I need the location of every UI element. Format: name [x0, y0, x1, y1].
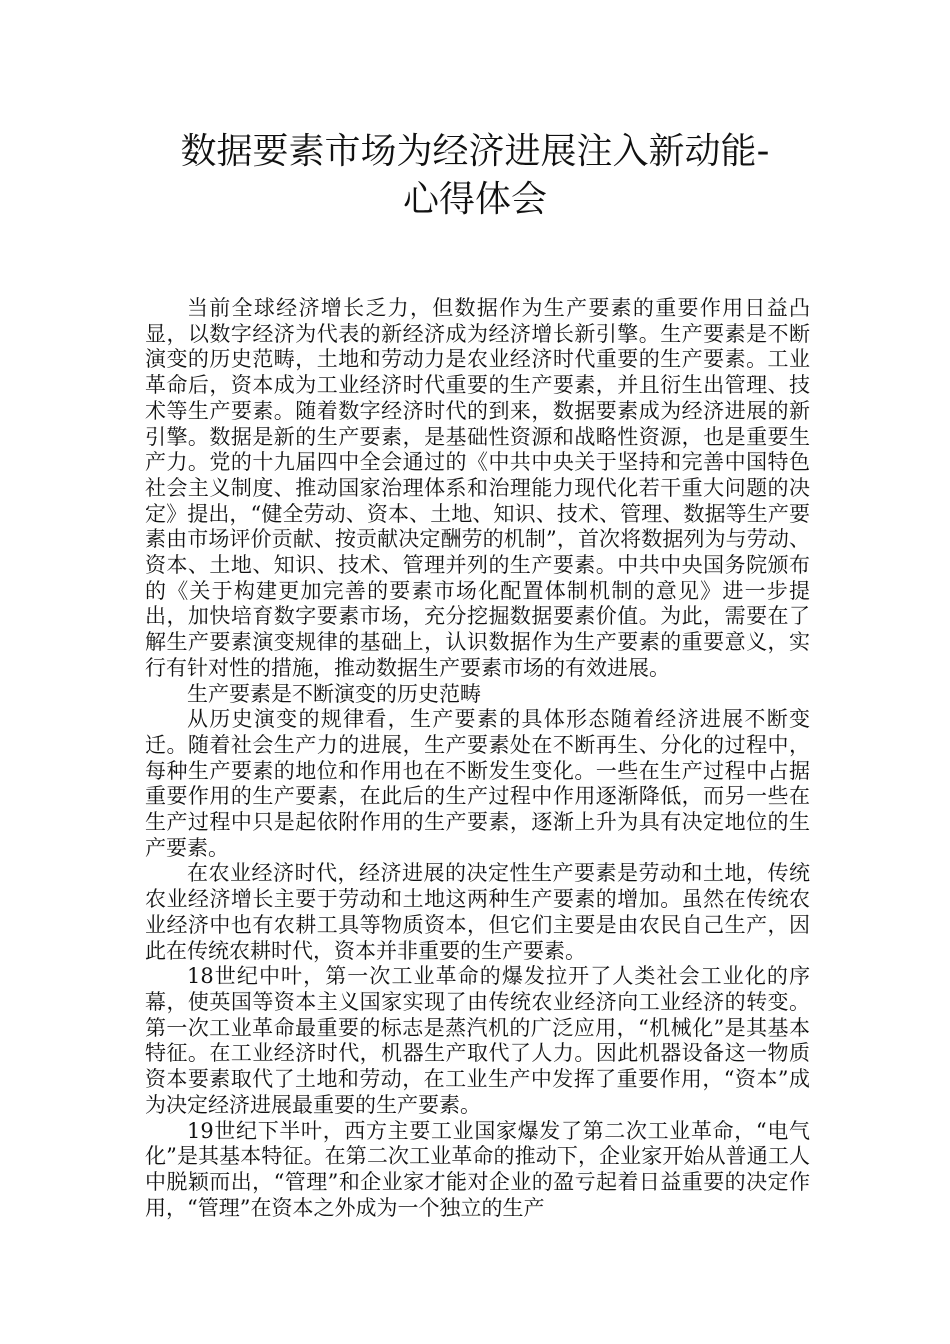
paragraph: 当前全球经济增长乏力，但数据作为生产要素的重要作用日益凸显，以数字经济为代表的新经济成为经济增长新引擎。生产要素是不断演变的历史范畴，土地和劳动力是农业经济时代重要的生产要素。工业革命后，资本成为工业经济时代重要的生产要素，并且衍生出管理、技术等生产要素。随着数字经济时代的到来，数据要素成为经济进展的新引擎。数据是新的生产要素，是基础性资源和战略性资源，也是重要生产力。党的十九届四中全会通过的《中共中央关于坚持和完善中国特色社会主义制度、推动国家治理体系和治理能力现代化若干重大问题的决定》提出，“健全劳动、资本、土地、知识、技术、管理、数据等生产要素由市场评价贡献、按贡献决定酬劳的机制”，首次将数据列为与劳动、资本、土地、知识、技术、管理并列的生产要素。中共中央国务院颁布的《关于构建更加完善的要素市场化配置体制机制的意见》进一步提出，加快培育数字要素市场，充分挖掘数据要素价值。为此，需要在了解生产要素演变规律的基础上，认识数据作为生产要素的重要意义，实行有针对性的措施，推动数据生产要素市场的有效进展。 — [145, 296, 810, 680]
document-title — [0, 128, 950, 224]
title-line-2: 心得体会 — [402, 179, 547, 220]
paragraph: 在农业经济时代，经济进展的决定性生产要素是劳动和土地，传统农业经济增长主要于劳动和土地这两种生产要素的增加。虽然在传统农业经济中也有农耕工具等物质资本，但它们主要是由农民自己生产，因此在传统农耕时代，资本并非重要的生产要素。 — [145, 861, 810, 963]
section-heading: 生产要素是不断演变的历史范畴 — [187, 681, 481, 706]
title-line-1: 数据要素市场为经济进展注入新动能- — [180, 131, 770, 172]
document-body — [145, 296, 810, 1221]
paragraph: 18世纪中叶，第一次工业革命的爆发拉开了人类社会工业化的序幕，使英国等资本主义国家实现了由传统农业经济向工业经济的转变。第一次工业革命最重要的标志是蒸汽机的广泛应用，“机械化”是其基本特征。在工业经济时代，机器生产取代了人力。因此机器设备这一物质资本要素取代了土地和劳动，在工业生产中发挥了重要作用，“资本”成为决定经济进展最重要的生产要素。 — [145, 964, 810, 1117]
paragraph: 19世纪下半叶，西方主要工业国家爆发了第二次工业革命，“电气化”是其基本特征。在第二次工业革命的推动下，企业家开始从普通工人中脱颖而出，“管理”和企业家才能对企业的盈亏起着日益重要的决定作用，“管理”在资本之外成为一个独立的生产 — [145, 1118, 810, 1220]
paragraph: 从历史演变的规律看，生产要素的具体形态随着经济进展不断变迁。随着社会生产力的进展，生产要素处在不断再生、分化的过程中，每种生产要素的地位和作用也在不断发生变化。一些在生产过程中占据重要作用的生产要素，在此后的生产过程中作用逐渐降低，而另一些在生产过程中只是起依附作用的生产要素，逐渐上升为具有决定地位的生产要素。 — [145, 707, 810, 860]
